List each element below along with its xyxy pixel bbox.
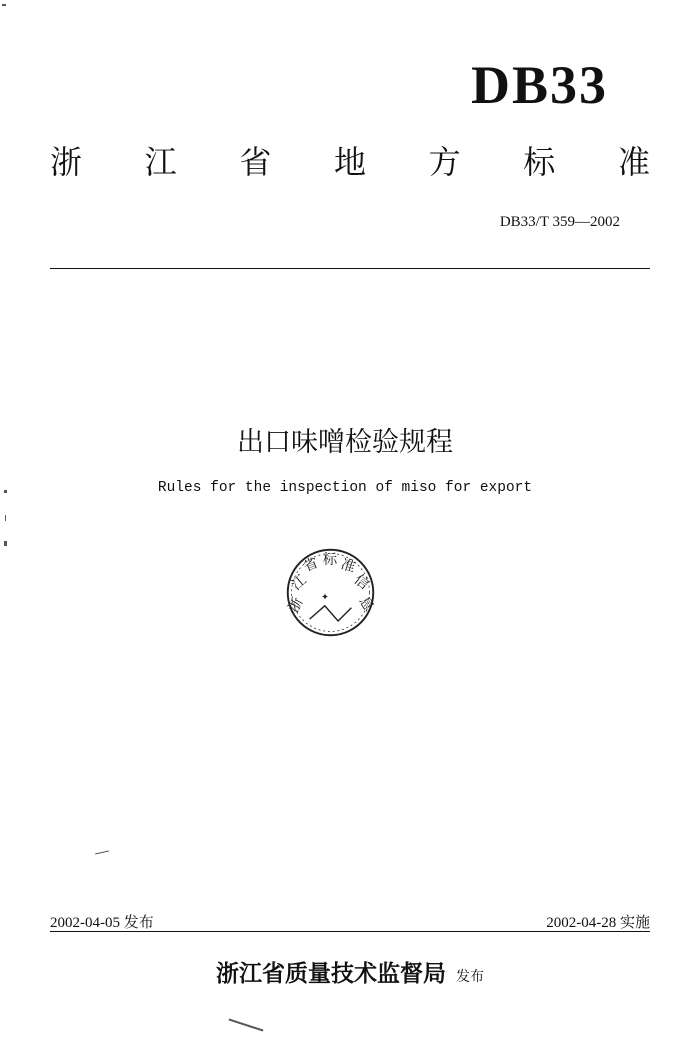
issue-label: 发布 [123, 915, 154, 931]
title-char: 浙 [50, 143, 83, 181]
document-title: 出口味噌检验规程 [237, 427, 453, 458]
svg-text:信: 信 [350, 571, 372, 594]
svg-text:浙: 浙 [285, 595, 307, 616]
scan-speck [229, 1018, 264, 1031]
effective-label: 实施 [619, 915, 650, 931]
standard-code: DB33 [470, 55, 608, 115]
issuer-suffix: 发布 [456, 969, 484, 985]
svg-text:标: 标 [322, 552, 338, 568]
svg-text:✦: ✦ [321, 592, 329, 604]
scan-speck [95, 851, 109, 855]
standard-category-title [50, 143, 650, 181]
title-char: 地 [333, 143, 366, 181]
top-divider [50, 268, 650, 269]
document-subtitle-en: Rules for the inspection of miso for export [157, 480, 533, 496]
official-seal-stamp [283, 545, 378, 640]
scan-speck [4, 541, 7, 546]
title-char: 准 [617, 143, 650, 181]
svg-text:江: 江 [288, 572, 310, 594]
title-char: 方 [428, 143, 461, 181]
title-char: 标 [523, 143, 556, 181]
bottom-divider [50, 931, 650, 932]
svg-text:息: 息 [355, 593, 377, 615]
scan-speck [4, 490, 7, 493]
issue-date [50, 911, 154, 932]
svg-text:省: 省 [301, 555, 321, 576]
title-char: 江 [144, 143, 177, 181]
standard-number: DB33/T 359—2002 [499, 214, 620, 230]
issuer-name: 浙江省质量技术监督局 [216, 960, 446, 987]
issuing-authority [0, 955, 700, 988]
scan-speck [2, 4, 6, 6]
issue-date-value: 2002-04-05 [50, 915, 120, 931]
title-char: 省 [239, 143, 272, 181]
effective-date-value: 2002-04-28 [546, 915, 617, 931]
effective-date [546, 911, 650, 932]
svg-text:准: 准 [338, 556, 358, 577]
scan-speck [5, 515, 6, 521]
